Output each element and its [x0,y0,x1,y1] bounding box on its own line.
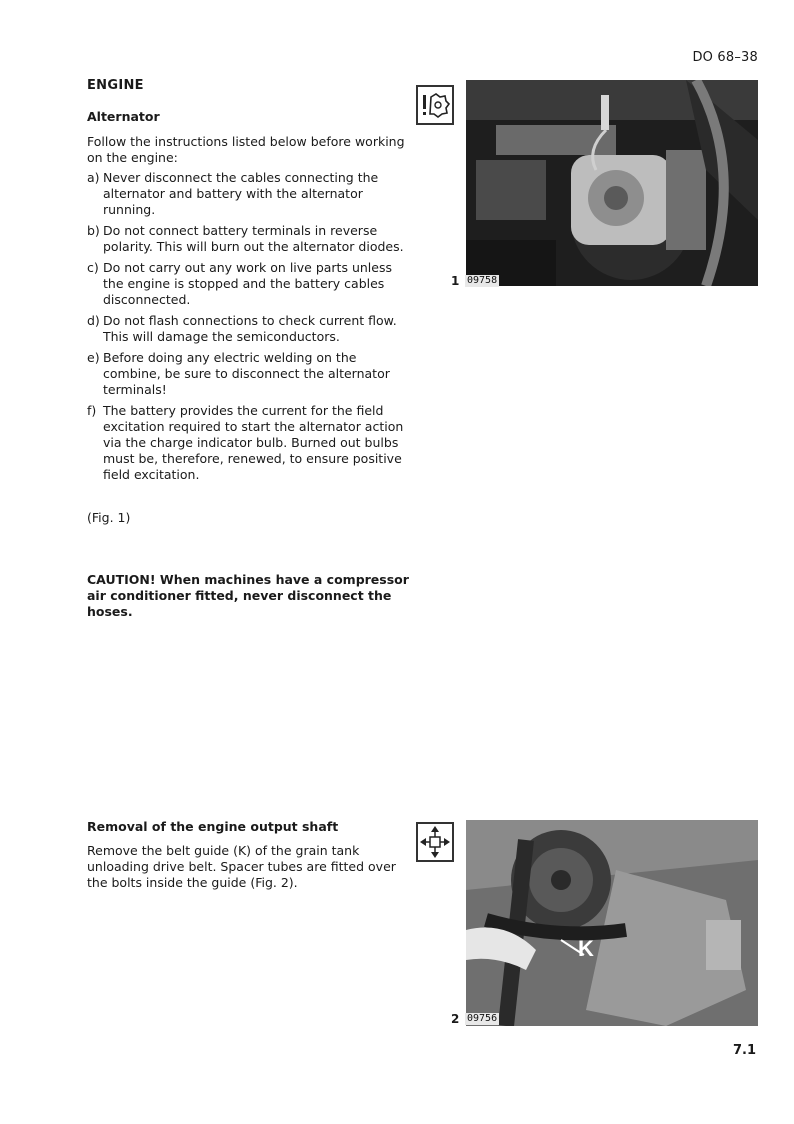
list-item-letter: c) [87,260,99,275]
list-item-letter: e) [87,350,100,365]
figure-number: 1 [451,274,460,288]
figure-number: 2 [451,1012,460,1026]
list-item-text: Before doing any electric welding on the combine, be sure to disconnect the alternator terminals! [103,350,390,397]
list-item [87,260,405,308]
figure-reference: (Fig. 1) [87,510,131,525]
list-item [87,223,405,255]
instruction-list [87,170,405,488]
move-arrows-icon [416,822,454,862]
list-item [87,170,405,218]
warning-engine-icon [416,85,454,125]
photo-code: 09756 [467,1013,498,1024]
photo-code: 09758 [467,275,498,286]
list-item-text: Do not connect battery terminals in reverse polarity. This will burn out the alternator diodes. [103,223,404,254]
list-item-text: Do not flash connections to check current flow. This will damage the semiconductors. [103,313,397,344]
k-label: K [578,936,594,961]
list-item [87,403,405,483]
removal-text: Remove the belt guide (K) of the grain tank unloading drive belt. Spacer tubes are fitted over the bolts inside the guide (Fig. 2). [87,843,396,890]
document-code: DO 68–38 [692,50,758,65]
alternator-photo [466,80,758,286]
caution-note: CAUTION! When machines have a compressor air conditioner fitted, never disconnect the hoses. [87,572,409,619]
belt-guide-photo [466,820,758,1026]
list-item-text: Do not carry out any work on live parts unless the engine is stopped and the battery cables disconnected. [103,260,392,307]
section-title: ENGINE [87,78,144,93]
list-item-text: The battery provides the current for the field excitation required to start the alternator action via the charge indicator bulb. Burned out bulbs must be, therefore, renewed, to ensure positive field excitation. [103,403,404,482]
list-item-text: Never disconnect the cables connecting the alternator and battery with the alternator running. [103,170,379,217]
removal-title: Removal of the engine output shaft [87,819,339,834]
list-item-letter: d) [87,313,100,328]
alternator-intro: Follow the instructions listed below before working on the engine: [87,134,405,165]
list-item-letter: b) [87,223,100,238]
list-item-letter: f) [87,403,97,418]
list-item [87,350,405,398]
list-item-letter: a) [87,170,100,185]
page-number: 7.1 [732,1043,756,1058]
alternator-title: Alternator [87,109,160,124]
list-item [87,313,405,345]
